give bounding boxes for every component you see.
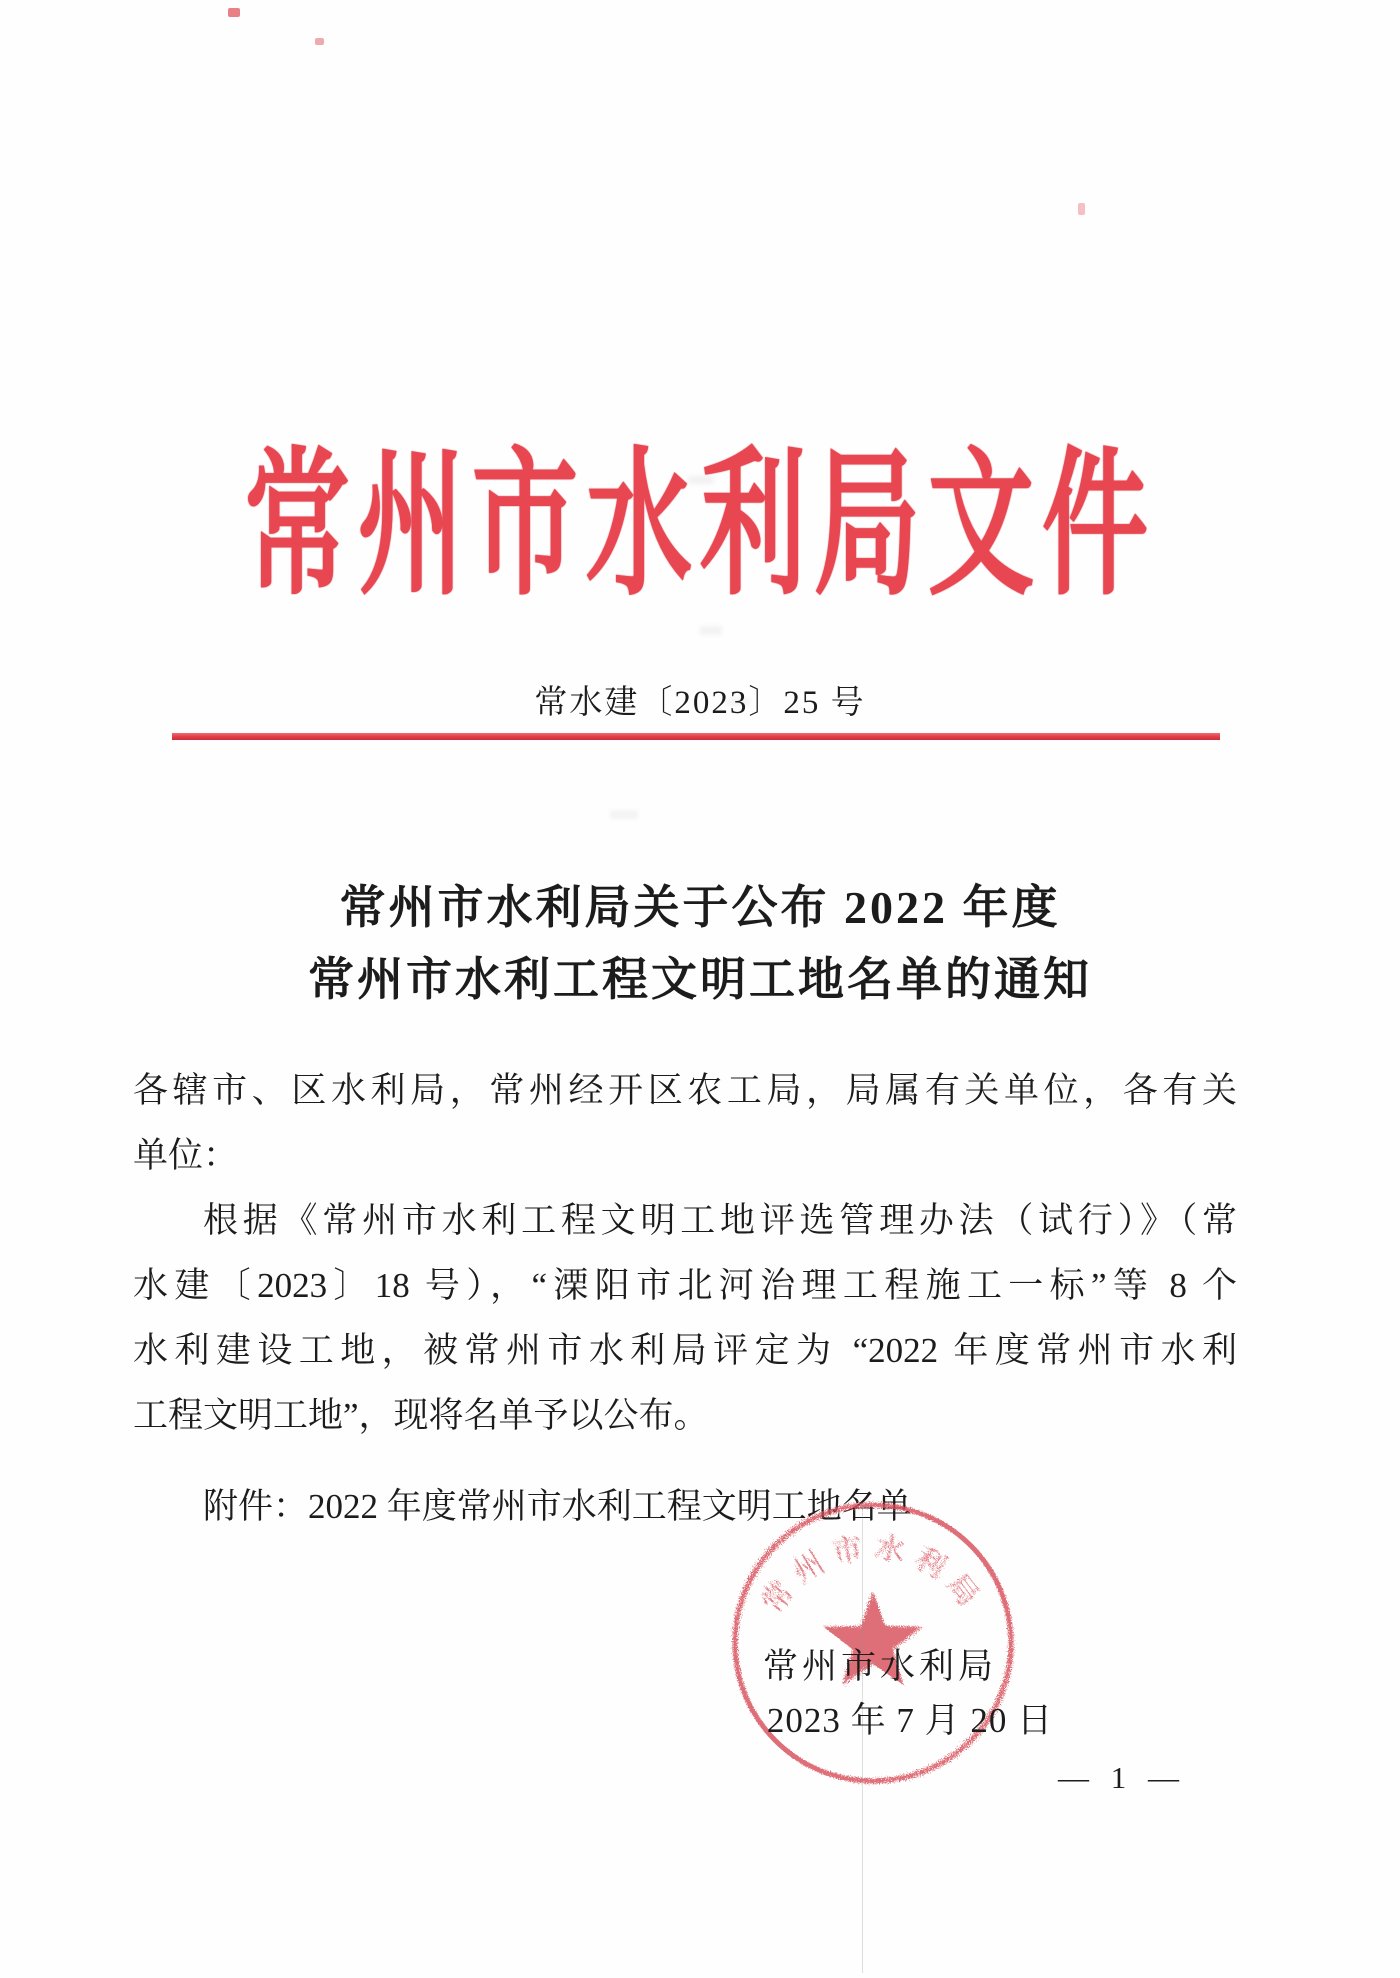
paragraph-line: 水利建设工地，被常州市水利局评定为 “2022 年度常州市水利 bbox=[133, 1331, 1237, 1370]
salutation-line: 各辖市、区水利局，常州经开区农工局，局属有关单位，各有关 bbox=[133, 1071, 1237, 1110]
salutation-line: 单位： bbox=[133, 1136, 239, 1175]
attachment-note: 附件：2022 年度常州市水利工程文明工地名单 bbox=[203, 1487, 912, 1526]
document-title-line2: 常州市水利工程文明工地名单的通知 bbox=[308, 954, 1092, 1005]
paragraph-line: 根据《常州市水利工程文明工地评选管理办法（试行）》（常 bbox=[203, 1201, 1237, 1240]
page-number: — 1 — bbox=[1058, 1760, 1186, 1795]
issue-date: 2023 年 7 月 20 日 bbox=[766, 1701, 1054, 1740]
scan-artifact bbox=[610, 810, 638, 819]
paragraph-line: 水建〔2023〕18 号），“溧阳市北河治理工程施工一标”等 8 个 bbox=[133, 1266, 1237, 1305]
scan-artifact bbox=[315, 38, 324, 45]
scan-artifact bbox=[700, 626, 722, 635]
document-number: 常水建〔2023〕25 号 bbox=[534, 685, 866, 721]
letterhead-title: 常州市水利局文件 bbox=[244, 438, 1156, 614]
seal-arc-text: 常州市水利局 bbox=[755, 1530, 991, 1620]
scan-artifact bbox=[1078, 203, 1085, 215]
document-title-line1: 常州市水利局关于公布 2022 年度 bbox=[339, 882, 1061, 933]
red-divider-rule bbox=[172, 733, 1220, 740]
scan-artifact bbox=[228, 8, 240, 17]
document-body bbox=[133, 1058, 1237, 1539]
issuer-name: 常州市水利局 bbox=[762, 1647, 997, 1686]
paragraph-line: 工程文明工地”，现将名单予以公布。 bbox=[133, 1396, 709, 1435]
document-title bbox=[0, 872, 1400, 1016]
